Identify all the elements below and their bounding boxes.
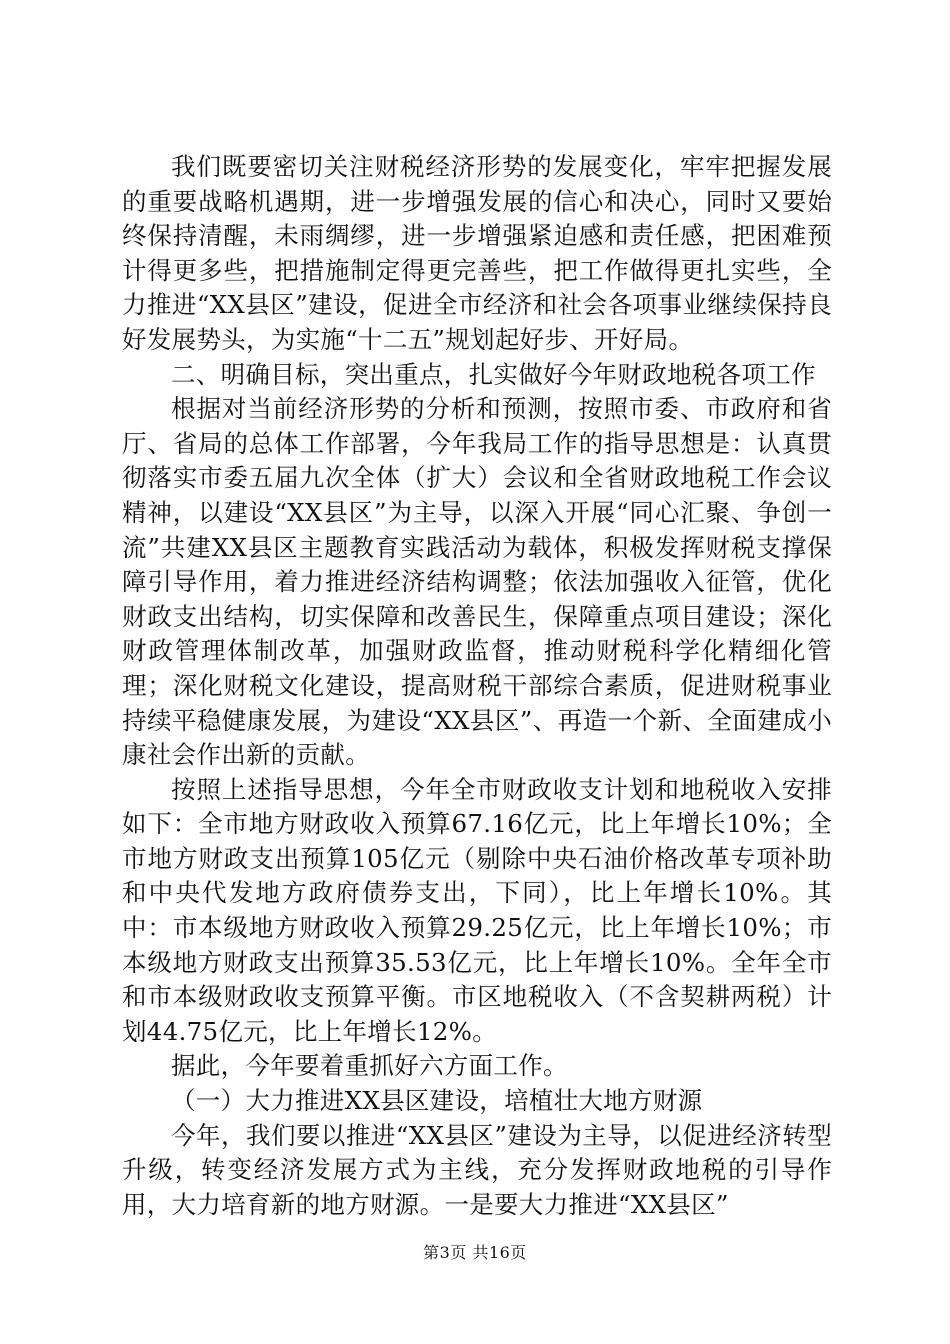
section-heading: 二、明确目标，突出重点，扎实做好今年财政地税各项工作 (171, 359, 816, 389)
paragraph: 今年，我们要以推进“XX县区”建设为主导，以促进经济转型升级，转变经济发展方式为主线，充分发挥财政地税的引导作用，大力培育新的地方财源。一是要大力推进“XX县区” (122, 1120, 832, 1219)
page-number-footer: 第3页 共16页 (423, 1243, 527, 1262)
paragraph: 我们既要密切关注财税经济形势的发展变化，牢牢把握发展的重要战略机遇期，进一步增强发展的信心和决心，同时又要始终保持清醒，未雨绸缪，进一步增强紧迫感和责任感，把困难预计得更多些，把措施制定得更完善些，把工作做得更扎实些，全力推进“XX县区”建设，促进全市经济和社会各项事业继续保持良好发展势头，为实施“十二五”规划起好步、开好局。 (122, 152, 832, 354)
paragraph: 据此，今年要着重抓好六方面工作。 (171, 1051, 568, 1081)
subsection-heading: （一）大力推进XX县区建设，培植壮大地方财源 (171, 1086, 703, 1116)
paragraph: 根据对当前经济形势的分析和预测，按照市委、市政府和省厅、省局的总体工作部署，今年我局工作的指导思想是：认真贯彻落实市委五届九次全体（扩大）会议和全省财政地税工作会议精神，以建设“XX县区”为主导，以深入开展“同心汇聚、争创一流”共建XX县区主题教育实践活动为载体，积极发挥财税支撑保障引导作用，着力推进经济结构调整；依法加强收入征管，优化财政支出结构，切实保障和改善民生，保障重点项目建设；深化财政管理体制改革，加强财政监督，推动财税科学化精细化管理；深化财税文化建设，提高财税干部综合素质，促进财税事业持续平稳健康发展，为建设“XX县区”、再造一个新、全面建成小康社会作出新的贡献。 (122, 394, 832, 770)
paragraph: 按照上述指导思想，今年全市财政收支计划和地税收入安排如下：全市地方财政收入预算67.16亿元，比上年增长10%；全市地方财政支出预算105亿元（剔除中央石油价格改革专项补助和中央代发地方政府债券支出，下同），比上年增长10%。其中：市本级地方财政收入预算29.25亿元，比上年增长10%；市本级地方财政支出预算35.53亿元，比上年增长10%。全年全市和市本级财政收支预算平衡。市区地税收入（不含契耕两税）计划44.75亿元，比上年增长12%。 (122, 774, 833, 1046)
document-body (122, 150, 832, 1222)
